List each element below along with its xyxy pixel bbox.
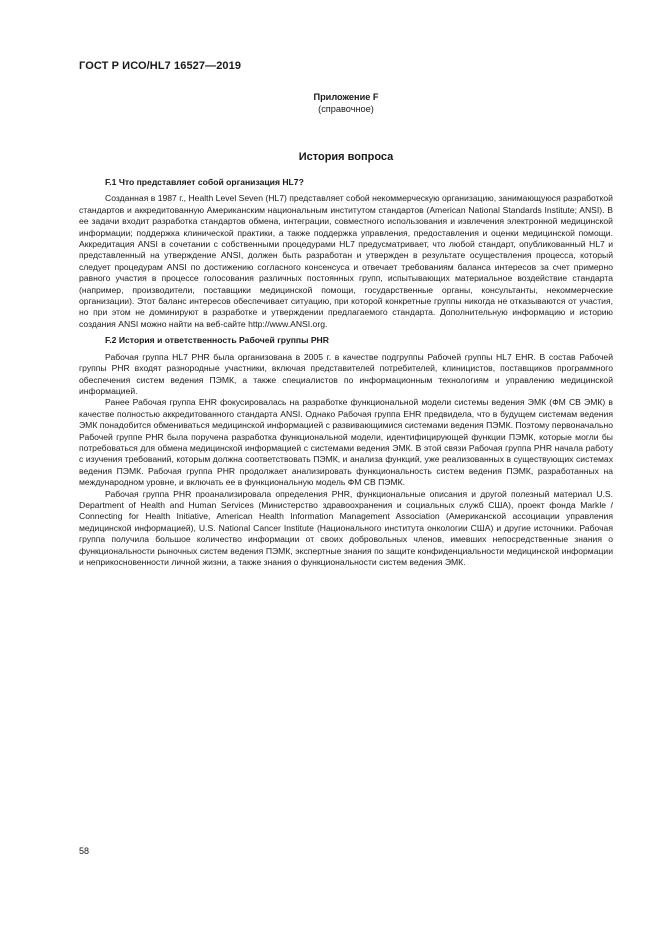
paragraph: Рабочая группа PHR проанализировала определения PHR, функциональные описания и другой полезный материал U.S. Department of Health and Human Services (Министерство здравоохранения и социальных служб США), проект фонда Markle / Connecting for Health Initiative, American Health Information Management Association (Американской ассоциации управления медицинской информацией), U.S. National Cancer Institute (Национального института онкологии США) и другие источники. Рабочая группа получила большое количество информации от своих добровольных членов, имевших непосредственные знания о функциональности рыночных систем ведения ПЭМК, экспертные знания по защите конфиденциальности медицинской информации и неприкосновенности личной жизни, а также знания о функциональности систем ведения ЭМК.: [79, 488, 613, 567]
document-body: [79, 177, 613, 568]
page-number: 58: [79, 846, 90, 856]
subsection-heading-f1: F.1 Что представляет собой организация HL7?: [105, 177, 304, 187]
paragraph: Ранее Рабочая группа EHR фокусировалась на разработке функциональной модели системы ведения ЭМК (ФМ СВ ЭМК) в качестве полностью аккредитованного стандарта ANSI. Однако Рабочая группа EHR предвидела, что в будущем системам ведения ЭМК понадобится обмениваться медицинской информацией с развивающимися системами ведения ПЭМК. Поэтому первоначально Рабочей группе PHR была поручена разработка функциональной модели, идентифицирующей функции ПЭМК, которые могли бы потребоваться для обмена медицинской информацией с системами ведения ЭМК. В этой связи Рабочая группа PHR начала работу с изучения требований, которым должна соответствовать ПЭМК, и анализа функций, уже реализованных в существующих системах ведения ПЭМК. Рабочая группа PHR продолжает анализировать функциональность систем ведения ПЭМК, разработанных на международном уровне, и включать ее в функциональную модель ФМ СВ ПЭМК.: [79, 397, 613, 488]
section-title: История вопроса: [298, 151, 394, 163]
appendix-note: (справочное): [318, 104, 374, 114]
paragraph: Рабочая группа HL7 PHR была организована в 2005 г. в качестве подгруппы Рабочей группы HL7 EHR. В состав Рабочей группы PHR входят разнородные участники, включая представителей потребителей, клиницистов, поставщиков программного обеспечения систем ведения ПЭМК, а также специалистов по информационным технологиям и управлению медицинской информацией.: [79, 351, 613, 396]
document-standard-code: ГОСТ Р ИСО/HL7 16527—2019: [79, 60, 242, 72]
paragraph: Созданная в 1987 г., Health Level Seven (HL7) представляет собой некоммерческую организацию, занимающуюся разработкой стандартов и аккредитованную Американским национальным институтом стандартов (American National Standards Institute; ANSI). В ее задачи входит разработка стандартов обмена, интеграции, совместного использования и извлечения электронной медицинской информации; поддержка клинической практики, а также поддержка управления, предоставления и оценки медицинской помощи. Аккредитация ANSI в сочетании с собственными процедурами HL7 предусматривает, что любой стандарт, опубликованный HL7 и представленный на утверждение ANSI, должен быть разработан и утвержден в результате осуществления процесса, который следует процедурам ANSI по достижению согласного консенсуса и отвечает требованиям баланса интересов за счет примерно равного участия в процессе голосования различных постоянных групп, испытывающих материальное воздействие стандарта (например, производители, поставщики медицинской помощи, государственные органы, консультанты, некоммерческие организации). Этот баланс интересов обеспечивает ситуацию, при которой конкретные группы никогда не отказываются от участия, но при этом не доминируют в разработке и утверждении предлагаемого стандарта. Дополнительную информацию и историю создания ANSI можно найти на веб-сайте http://www.ANSI.org.: [79, 193, 613, 329]
appendix-title: Приложение F: [313, 92, 379, 102]
appendix-heading: [79, 91, 613, 115]
subsection-heading-f2: F.2 История и ответственность Рабочей группы PHR: [105, 335, 329, 346]
